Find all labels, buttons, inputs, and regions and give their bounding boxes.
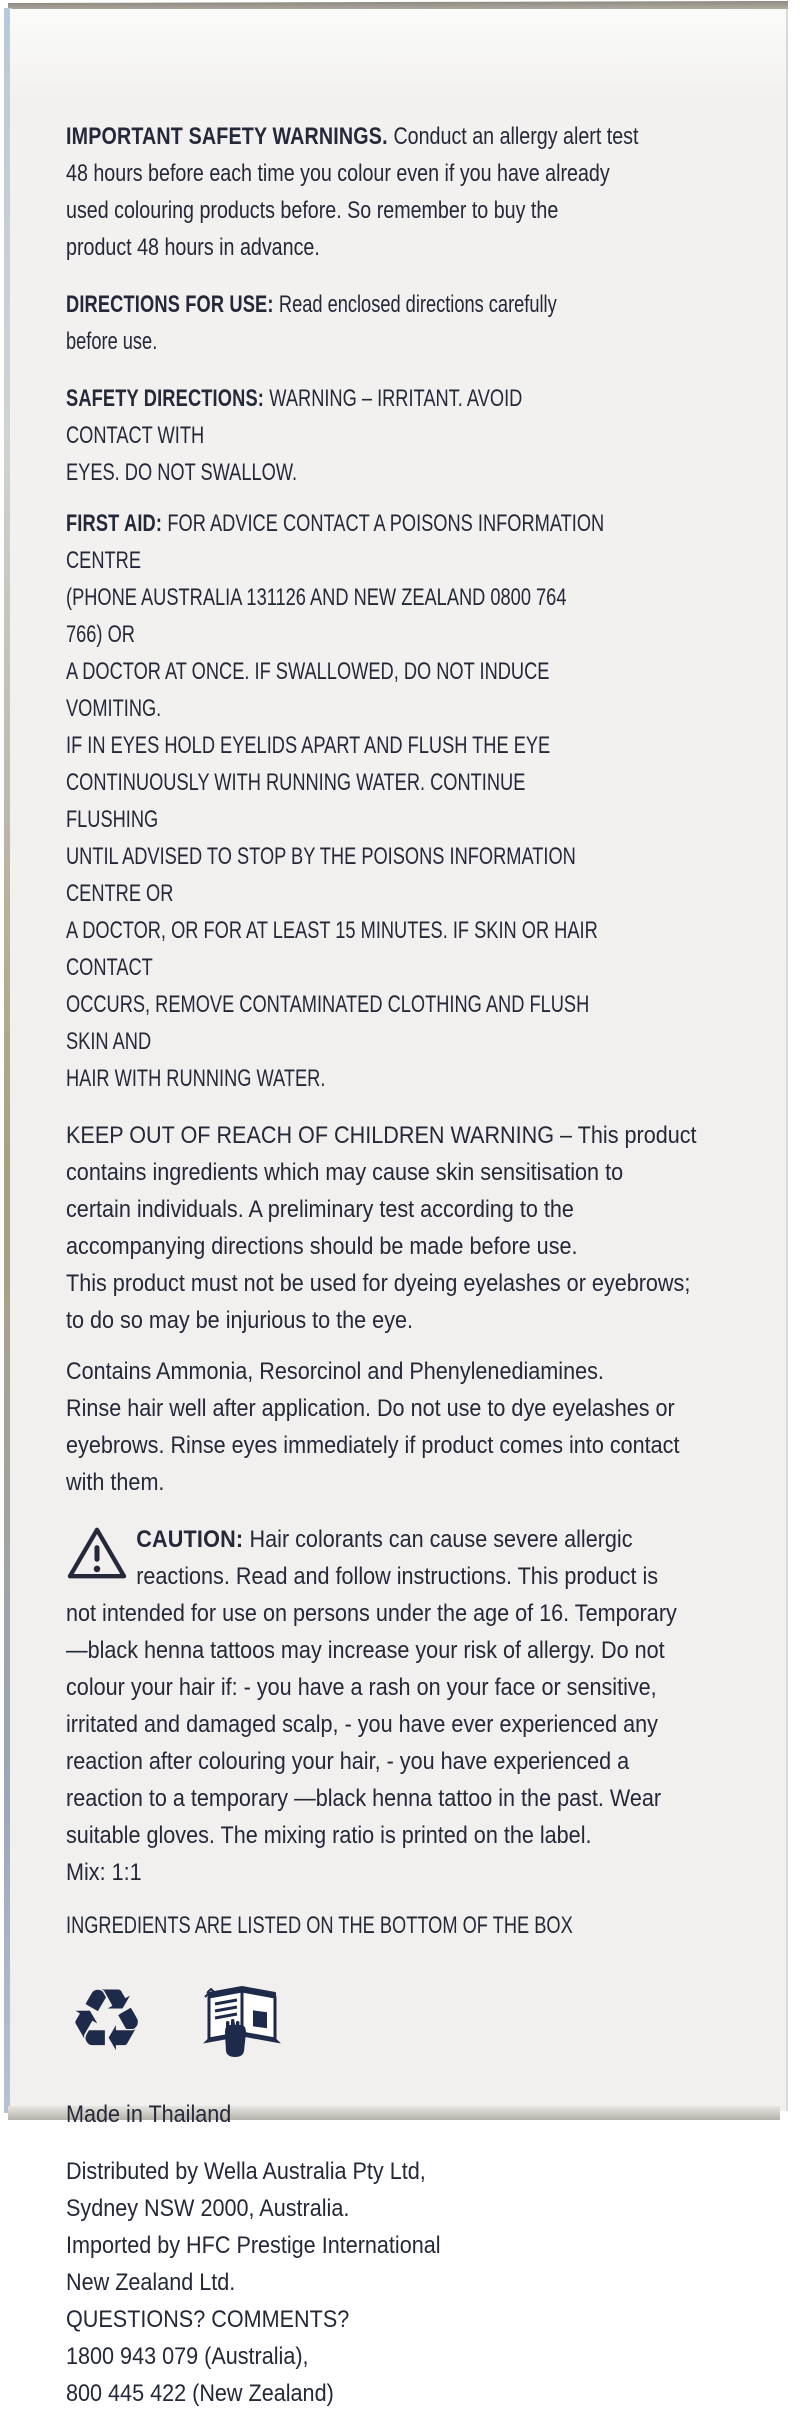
distributor-block	[66, 2153, 707, 2412]
caution-label: CAUTION:	[136, 1526, 244, 1553]
first-aid	[66, 505, 607, 1097]
keep-out-of-reach-text: KEEP OUT OF REACH OF CHILDREN WARNING – This product contains ingredients which may cause skin sensitisation to certain individuals. A preliminary test according to the accompanying directions should be made before use. This product must not be used for dyeing eyelashes or eyebrows; to do so may be injurious to the eye.	[66, 1122, 697, 1334]
directions-for-use-label: DIRECTIONS FOR USE:	[66, 291, 274, 318]
safety-directions	[66, 380, 607, 491]
first-aid-label: FIRST AID:	[66, 510, 163, 537]
safety-directions-text: WARNING – IRRITANT. AVOID CONTACT WITH EYES. DO NOT SWALLOW.	[66, 385, 523, 486]
caution-paragraph	[66, 1521, 707, 1891]
directions-for-use	[66, 286, 607, 360]
directions-for-use-text: Read enclosed directions carefully before use.	[66, 291, 557, 355]
contains-statement	[66, 1353, 707, 1501]
important-safety-warnings-text: Conduct an allergy alert test 48 hours before each time you colour even if you have already used colouring products before. So remember to buy the product 48 hours in advance.	[66, 123, 639, 261]
ingredients-note: INGREDIENTS ARE LISTED ON THE BOTTOM OF THE BOX	[66, 1912, 573, 1939]
important-safety-warnings	[66, 118, 650, 266]
important-safety-warnings-label: IMPORTANT SAFETY WARNINGS.	[66, 123, 388, 150]
warnings-text-column	[66, 118, 778, 2432]
caution-text: Hair colorants can cause severe allergic reactions. Read and follow instructions. This product is not intended for use on persons under the age of 16. Temporary —black henna tattoos may increase your risk of allergy. Do not colour your hair if: - you have a rash on your face or sensitive, irritated and damaged scalp, - you have ever experienced any reaction after colouring your hair, - you have experienced a reaction to a temporary —black henna tattoo in the past. Wear suitable gloves. The mixing ratio is printed on the label. Mix: 1:1	[66, 1526, 677, 1886]
first-aid-text: FOR ADVICE CONTACT A POISONS INFORMATION CENTRE (PHONE AUSTRALIA 131126 AND NEW ZEALAND 0800 764 766) OR A DOCTOR AT ONCE. IF SWALLOWED, DO NOT INDUCE VOMITING. IF IN EYES HOLD EYELIDS APART AND FLUSH THE EYE CONTINUOUSLY WITH RUNNING WATER. CONTINUE FLUSHING UNTIL ADVISED TO STOP BY THE POISONS INFORMATION CENTRE OR A DOCTOR, OR FOR AT LEAST 15 MINUTES. IF SKIN OR HAIR CONTACT OCCURS, REMOVE CONTAMINATED CLOTHING AND FLUSH SKIN AND HAIR WITH RUNNING WATER.	[66, 510, 605, 1092]
caution-section	[66, 1521, 778, 1891]
made-in-statement: Made in Thailand	[66, 2101, 232, 2128]
recycling-icon: ♻	[68, 1971, 146, 2071]
packaging-symbols-row	[68, 1971, 778, 2071]
contains-text: Contains Ammonia, Resorcinol and Phenylenediamines. Rinse hair well after application. Do not use to dye eyelashes or eyebrows. Rinse eyes immediately if product comes into contact with them.	[66, 1358, 680, 1496]
distributor-text: Distributed by Wella Australia Pty Ltd, Sydney NSW 2000, Australia. Imported by HFC Prestige International New Zealand Ltd. QUESTIONS? COMMENTS? 1800 943 079 (Australia), 800 445 422 (New Zealand)	[66, 2158, 441, 2407]
read-leaflet-icon	[201, 1977, 283, 2065]
safety-directions-label: SAFETY DIRECTIONS:	[66, 385, 264, 412]
keep-out-of-reach-warning	[66, 1117, 707, 1339]
